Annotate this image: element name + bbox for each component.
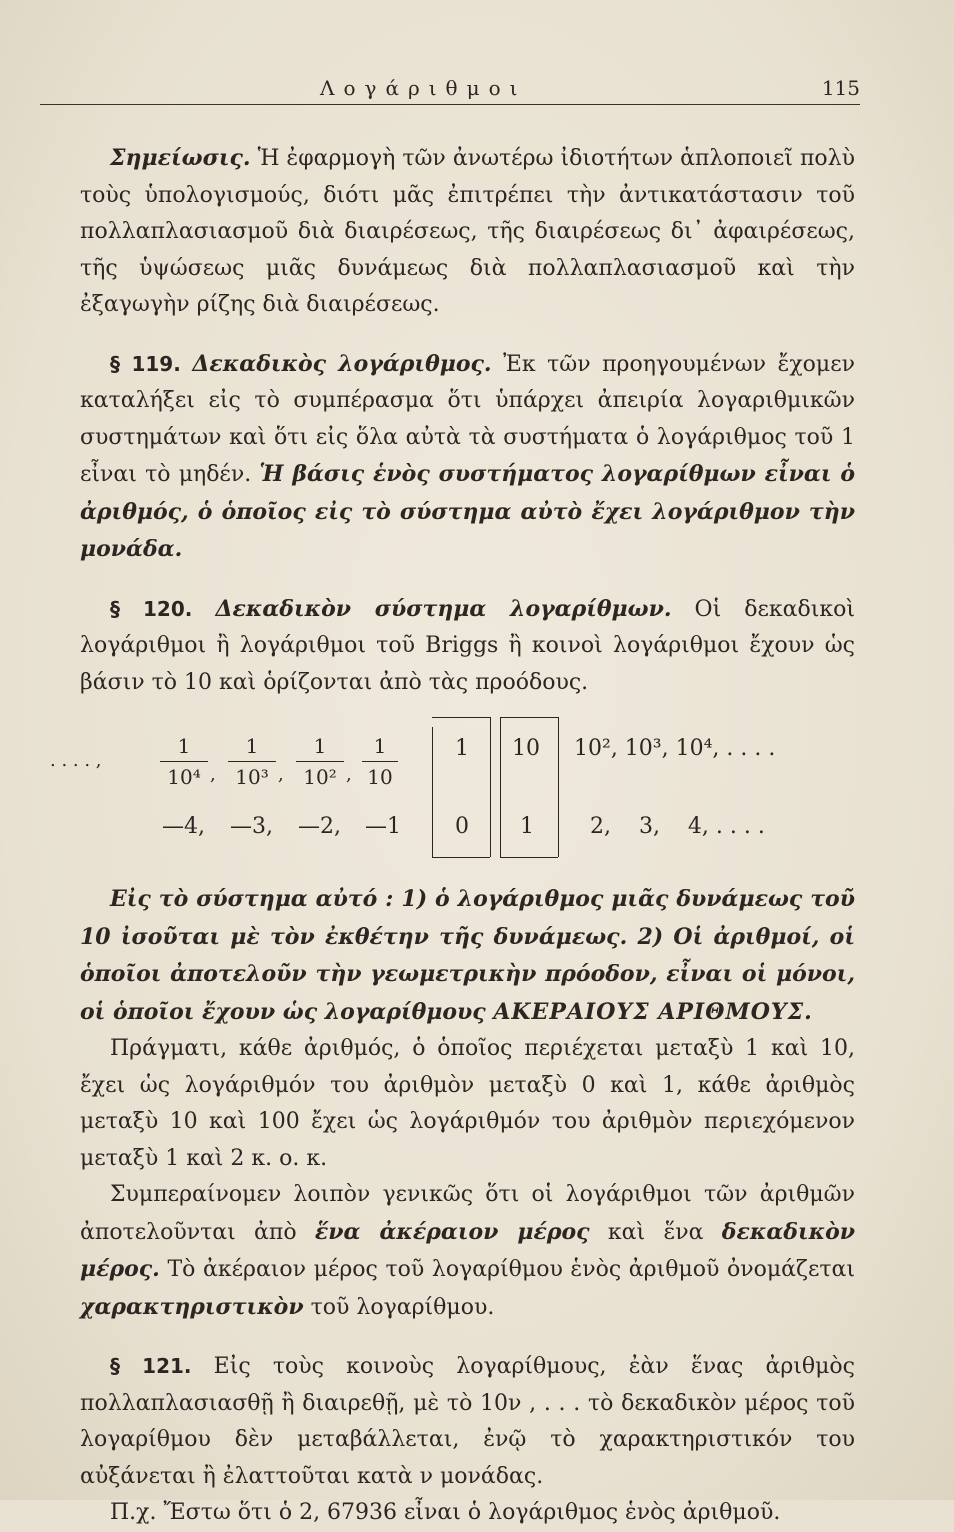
page-header (40, 72, 860, 112)
page-body (50, 140, 856, 1532)
log-neg-2: —2, (298, 814, 341, 839)
running-title: Λογάριθμοι (320, 76, 527, 100)
conclusion-caps: ΑΚΕΡΑΙΟΥΣ ΑΡΙΘΜΟΥΣ. (493, 998, 813, 1025)
fraction-10-4: $\frac{1}{\text{10⁴}}$ (160, 731, 208, 792)
note-paragraph (80, 140, 855, 324)
section-119-emphasis: Ἡ βάσις ἑνὸς συστήματος λογαρίθμων εἶναι ὁ ἀριθμός, ὁ ὁποῖος εἰς τὸ σύστημα αὐτὸ ἔχει λογάριθμον τὴν μονάδα. (80, 461, 856, 562)
paragraph-pragmati: Πράγματι, κάθε ἀριθμός, ὁ ὁποῖος περιέχεται μεταξὺ 1 καὶ 10, ἔχει ὡς λογάριθμόν του ἀριθμὸν μεταξὺ 0 καὶ 1, κάθε ἀριθμὸς μεταξὺ 10 καὶ 100 ἔχει ὡς λογάριθμόν του ἀριθμὸν περιεχόμενον μεταξὺ 1 καὶ 2 κ. ο. κ. (80, 1036, 855, 1171)
note-text: Ἡ ἐφαρμογὴ τῶν ἀνωτέρω ἰδιοτήτων ἁπλοποιεῖ πολὺ τοὺς ὑπολογισμούς, διότι μᾶς ἐπιτρέπει τὴν ἀντικατάστασιν τοῦ πολλαπλασιασμοῦ διὰ διαιρέσεως, τῆς διαιρέσεως δι᾽ ἀφαιρέσεως, τῆς ὑψώσεως μιᾶς δυνάμεως διὰ πολλαπλασιασμοῦ καὶ τὴν ἐξαγωγὴν ρίζης διὰ διαιρέσεως. (80, 146, 855, 317)
fraction-10-3: $\frac{1}{\text{10³}}$ (228, 731, 276, 792)
section-121-number: § 121. (110, 1354, 192, 1378)
log-zero: 0 (455, 814, 469, 839)
emph-dekadikon: δεκαδικὸν μέρος. (80, 1218, 856, 1282)
fraction-10-2: $\frac{1}{\text{10²}}$ (296, 731, 344, 792)
logs-positive: 2, 3, 4, . . . . (590, 814, 765, 839)
section-120 (80, 591, 855, 702)
table-powers: 10², 10³, 10⁴, . . . . (574, 736, 776, 761)
table-one: 1 (455, 736, 469, 761)
conclusion-text: Εἰς τὸ σύστημα αὐτό : 1) ὁ λογάριθμος μιᾶς δυνάμεως τοῦ 10 ἰσοῦται μὲ τὸν ἐκθέτην τῆς δυνάμεως. 2) Οἱ ἀριθμοί, οἱ ὁποῖοι ἀποτελοῦν τὴν γεωμετρικὴν πρόοδον, εἶναι οἱ μόνοι, οἱ ὁποῖοι ἔχουν ὡς λογαρίθμους (80, 886, 855, 1025)
section-121-text: Εἰς τοὺς κοινοὺς λογαρίθμους, ἐὰν ἕνας ἀριθμὸς πολλαπλασιασθῇ ἢ διαιρεθῇ, μὲ τὸ 10ν , . . . τὸ δεκαδικὸν μέρος τοῦ λογαρίθμου δὲν μεταβάλλεται, ἐνῷ τὸ χαρακτηριστικόν του αὐξάνεται ἢ ἐλαττοῦται κατὰ ν μονάδας. (80, 1354, 855, 1489)
section-121 (80, 1348, 855, 1495)
log-neg-3: —3, (230, 814, 273, 839)
conclusion-paragraph (80, 881, 855, 1031)
log-neg-4: —4, (162, 814, 205, 839)
table-ten: 10 (512, 736, 540, 761)
section-119-text: Ἐκ τῶν προηγουμένων ἔχομεν καταλήξει εἰς τὸ συμπέρασμα ὅτι ὑπάρχει ἀπειρία λογαριθμικῶν συστημάτων καὶ ὅτι εἰς ὅλα αὐτὰ τὰ συστήματα ὁ λογάριθμος τοῦ 1 εἶναι τὸ μηδέν. (80, 351, 855, 487)
section-119 (80, 346, 855, 569)
section-120-number: § 120. (110, 596, 193, 621)
logarithm-table: . . . . , $\frac{1}{\text{10⁴}}$ , $\frac{1}{\text{10³}}$ , $\frac{1}{\text{10²}}$ , $\frac{1}{10}$ 1 10 10², 10³, 10⁴, . . . . —4, —3, —2, —1 0 1 2, 3, 4, . . . . (80, 717, 855, 867)
section-120-text: Οἱ δεκαδικοὶ λογάριθμοι ἢ λογάριθμοι τοῦ Briggs ἢ κοινοὶ λογάριθμοι ἔχουν ὡς βάσιν τὸ 10 καὶ ὁρίζονται ἀπὸ τὰς προόδους. (80, 596, 856, 695)
section-119-number: § 119. (110, 351, 181, 376)
note-label: Σημείωσις. (110, 145, 251, 171)
table-lead: . . . . , (50, 750, 102, 771)
paragraph-symperainomen: Συμπεραίνομεν λοιπὸν γενικῶς ὅτι οἱ λογάριθμοι τῶν ἀριθμῶν ἀποτελοῦνται ἀπὸ ἕνα ἀκέραιον μέρος καὶ ἕνα δεκαδικὸν μέρος. Τὸ ἀκέραιον μέρος τοῦ λογαρίθμου ἑνὸς ἀριθμοῦ ὀνομάζεται χαρακτηριστικὸν τοῦ λογαρίθμου. (80, 1182, 856, 1320)
fraction-10: $\frac{1}{10}$ (362, 731, 398, 792)
section-120-title: Δεκαδικὸν σύστημα λογαρίθμων. (215, 595, 672, 622)
header-rule (40, 104, 860, 105)
section-119-title: Δεκαδικὸς λογάριθμος. (192, 350, 492, 377)
example-line: Π.χ. Ἔστω ὅτι ὁ 2, 67936 εἶναι ὁ λογάριθμος ἑνὸς ἀριθμοῦ. (110, 1500, 781, 1525)
log-neg-1: —1 (365, 814, 401, 839)
log-one: 1 (520, 814, 534, 839)
page-number: 115 (821, 76, 860, 100)
emph-akeraion: ἕνα ἀκέραιον μέρος (314, 1218, 590, 1245)
emph-charaktiristikon: χαρακτηριστικὸν (80, 1293, 304, 1320)
